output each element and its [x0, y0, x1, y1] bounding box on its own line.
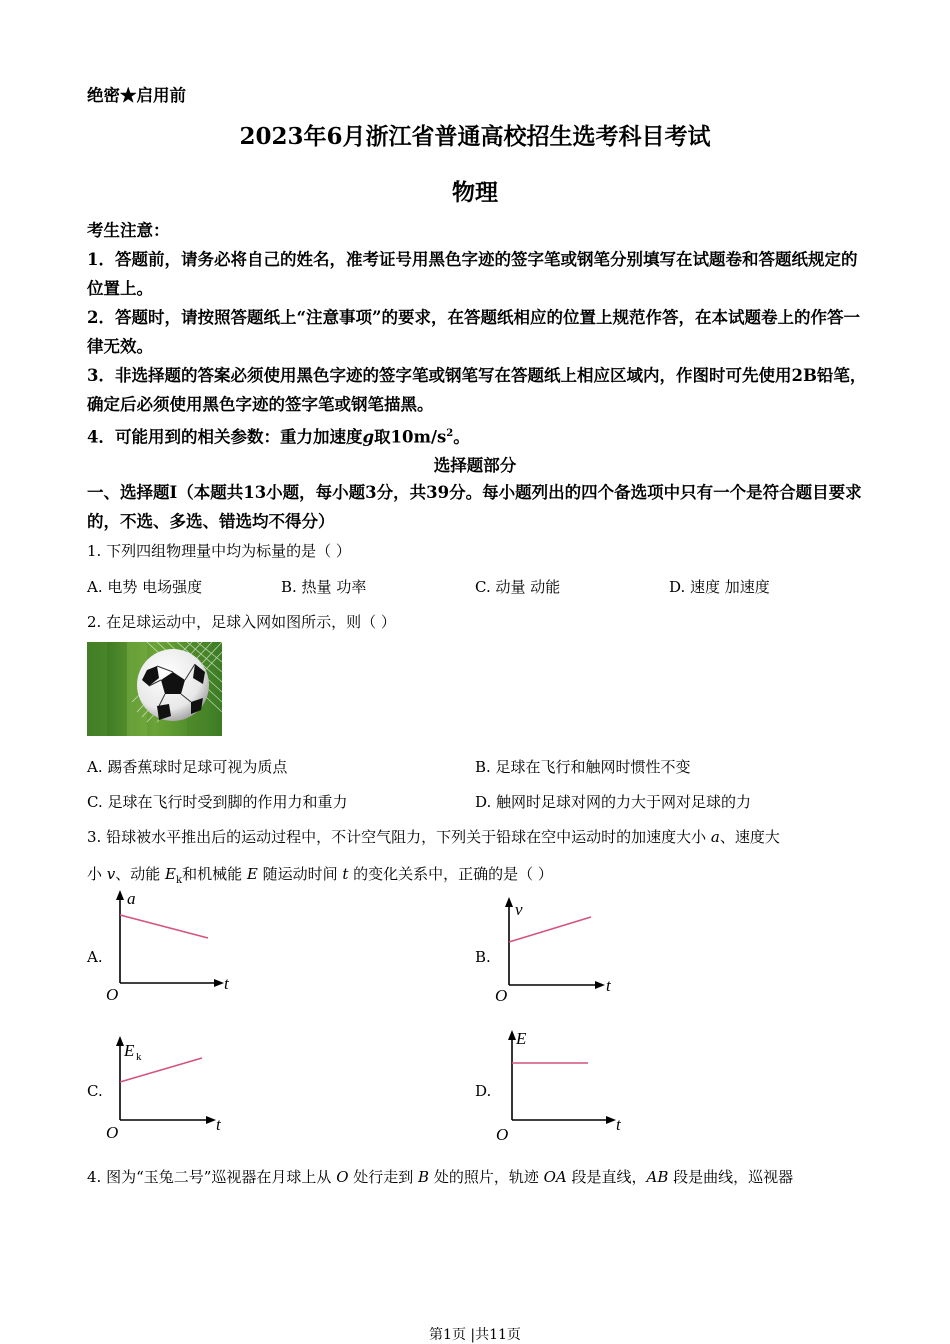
q2-option-b: B. 足球在飞行和触网时惯性不变: [475, 758, 691, 776]
graph-b-y-label: v: [515, 900, 523, 919]
graph-d-x-label: t: [616, 1115, 621, 1134]
q3-option-d-label: D.: [475, 1082, 492, 1100]
q2-stem: 2. 在足球运动中，足球入网如图所示，则（ ）: [87, 613, 396, 631]
graph-a: [100, 888, 240, 1007]
notice-heading: 考生注意：: [87, 221, 170, 240]
q4-stem: 4. 图为“玉兔二号”巡视器在月球上从 O 处行走到 B 处的照片，轨迹 OA 段是直线，AB 段是曲线，巡视器: [87, 1168, 794, 1186]
q1-option-c: C. 动量 动能: [475, 578, 561, 596]
q2-option-a: A. 踢香蕉球时足球可视为质点: [87, 758, 288, 776]
q1-option-b: B. 热量 功率: [281, 578, 367, 596]
notice-item-4: 4．可能用到的相关参数：重力加速度g取$10m/s^2$。: [87, 427, 470, 447]
graph-a-curve: [120, 915, 208, 938]
graph-b: [489, 893, 629, 1012]
soccer-ball-photo: [87, 642, 222, 736]
graph-b-x-label: t: [606, 976, 611, 995]
part1-instructions: 一、选择题Ⅰ（本题共13小题，每小题3分，共39分。每小题列出的四个备选项中只有一个是符合题目要求的，不选、多选、错选均不得分）: [87, 483, 862, 531]
q3-stem-line2: 小 v、动能 $E_k$和机械能 E 随运动时间 t 的变化关系中，正确的是（ ）: [87, 865, 553, 886]
graph-b-curve: [509, 917, 591, 942]
graph-c-y-label: E: [124, 1041, 135, 1060]
graph-c-curve: [120, 1058, 202, 1082]
exam-subject: 物理: [452, 179, 498, 206]
notice-item-2: 2．答题时，请按照答题纸上“注意事项”的要求，在答题纸相应的位置上规范作答，在本试题卷上的作答一律无效。: [87, 308, 860, 356]
q3-option-a-label: A.: [87, 948, 103, 966]
graph-d-origin: O: [496, 1125, 509, 1144]
q2-option-d: D. 触网时足球对网的力大于网对足球的力: [475, 793, 752, 811]
q3-option-b-label: B.: [475, 948, 491, 966]
q1-stem: 1. 下列四组物理量中均为标量的是（ ）: [87, 542, 351, 560]
graph-c-x-label: t: [216, 1115, 221, 1134]
graph-a-x-label: t: [224, 974, 229, 993]
exam-title: 2023年6月浙江省普通高校招生选考科目考试: [239, 123, 711, 150]
q3-option-c-label: C.: [87, 1082, 103, 1100]
section-title: 选择题部分: [433, 456, 517, 475]
q1-option-d: D. 速度 加速度: [669, 578, 770, 596]
notice-item-1: 1．答题前，请务必将自己的姓名，准考证号用黑色字迹的签字笔或钢笔分别填写在试题卷和答题纸规定的位置上。: [87, 250, 858, 298]
secret-mark: 绝密★启用前: [87, 86, 186, 105]
gravity-symbol: g: [362, 427, 375, 447]
graph-d: [492, 1022, 632, 1151]
notice-item-3: 3．非选择题的答案必须使用黑色字迹的签字笔或钢笔写在答题纸上相应区域内，作图时可先使用2B铅笔，确定后必须使用黑色字迹的签字笔或钢笔描黑。: [87, 366, 867, 414]
graph-c: [100, 1030, 240, 1149]
graph-a-origin: O: [106, 985, 119, 1003]
page-footer: 第1页 |共11页: [429, 1327, 521, 1343]
graph-c-origin: O: [106, 1123, 119, 1142]
graph-c-y-sub: k: [136, 1051, 142, 1063]
graph-b-origin: O: [495, 986, 508, 1005]
graph-a-y-label: a: [127, 889, 136, 908]
q1-option-a: A. 电势 电场强度: [87, 578, 203, 596]
q3-stem-line1: 3. 铅球被水平推出后的运动过程中，不计空气阻力，下列关于铅球在空中运动时的加速度大小 a、速度大: [87, 828, 780, 846]
graph-d-y-label: E: [516, 1029, 527, 1048]
q2-option-c: C. 足球在飞行时受到脚的作用力和重力: [87, 793, 348, 811]
